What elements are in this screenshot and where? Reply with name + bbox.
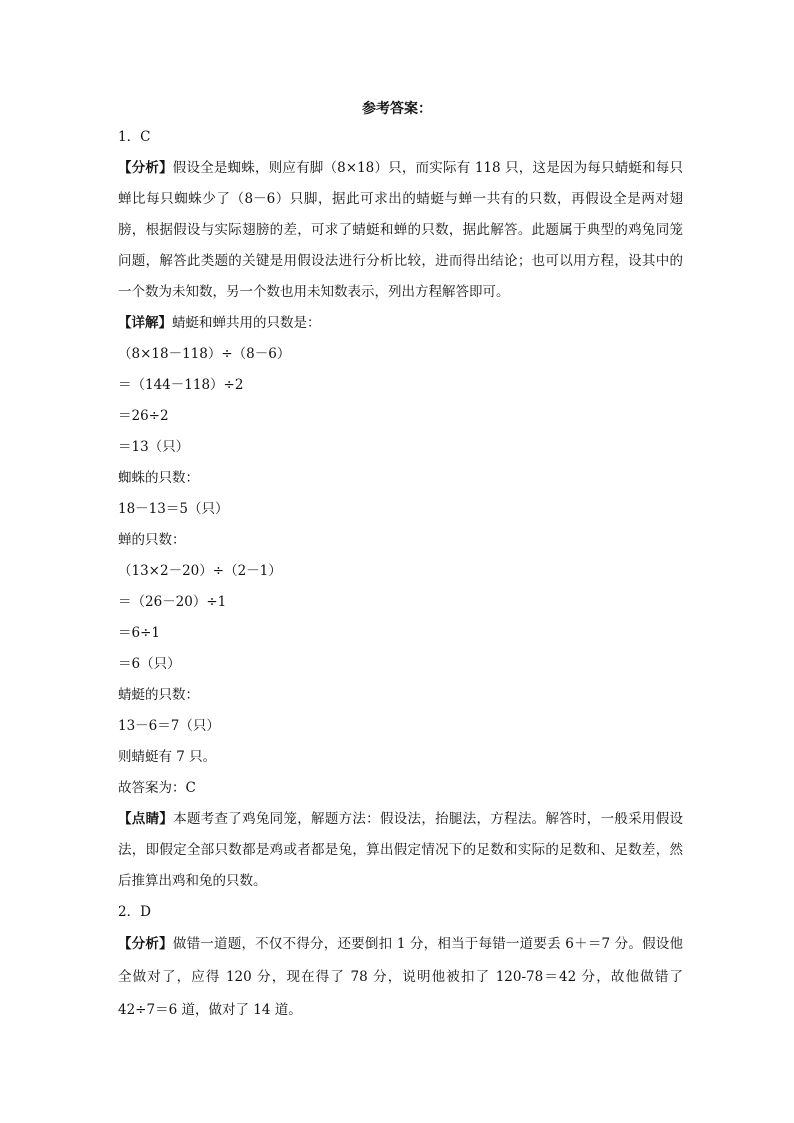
q1-step: ＝26÷2 <box>118 408 169 424</box>
q1-step: （13×2－20）÷（2－1） <box>118 563 282 579</box>
q1-number: 1．C <box>118 129 151 145</box>
q1-answer: 故答案为：C <box>118 780 196 796</box>
q1-step: 则蜻蜓有 7 只。 <box>118 749 217 765</box>
page-title: 参考答案： <box>362 101 432 117</box>
q1-analysis-text: 假设全是蜘蛛，则应有脚（8×18）只，而实际有 118 只，这是因为每只蜻蜓和每只蝉比每只蜘蛛少了（8－6）只脚，据此可求出的蜻蜓与蝉一共有的只数，再假设全是两对翅膀，根据假设与实际翅膀的差，可求了蜻蜓和蝉的只数，据此解答。此题属于典型的鸡兔同笼问题，解答此类题的关键是用假设法进行分析比较，进而得出结论；也可以用方程，设其中的一个数为未知数，另一个数也用未知数表示，列出方程解答即可。 <box>118 160 683 300</box>
q1-detail <box>118 308 683 339</box>
q1-analysis <box>118 153 683 308</box>
q1-comment-tag: 【点睛】 <box>118 811 174 827</box>
q1-step: ＝（144－118）÷2 <box>118 377 244 393</box>
q2-analysis <box>118 928 683 1027</box>
q1-step: （8×18－118）÷（8－6） <box>118 346 291 362</box>
q1-detail-tag: 【详解】 <box>118 315 172 331</box>
q1-analysis-tag: 【分析】 <box>118 160 173 176</box>
q1-comment <box>118 804 683 897</box>
q1-step: ＝13（只） <box>118 439 190 455</box>
q1-step: 18－13＝5（只） <box>118 501 229 517</box>
q2-number: 2．D <box>118 904 151 920</box>
q1-step: 蜘蛛的只数： <box>118 470 199 486</box>
q1-detail-text: 蜻蜓和蝉共用的只数是： <box>172 315 321 331</box>
q1-step: 蜻蜓的只数： <box>118 687 199 703</box>
q2-analysis-tag: 【分析】 <box>118 936 173 952</box>
q1-comment-text: 本题考查了鸡兔同笼，解题方法：假设法，抬腿法，方程法。解答时，一般采用假设法，即假定全部只数都是鸡或者都是兔，算出假定情况下的足数和实际的足数和、足数差，然后推算出鸡和兔的只数。 <box>118 811 684 889</box>
answer-content <box>118 122 683 1027</box>
q2-analysis-text: 做错一道题，不仅不得分，还要倒扣 1 分，相当于每错一道要丢 6＋＝7 分。假设他全做对了，应得 120 分，现在得了 78 分，说明他被扣了 120-78＝42 分，故他做错了 42÷7＝6 道，做对了 14 道。 <box>118 936 684 1018</box>
q1-step: ＝6（只） <box>118 656 181 672</box>
q1-step: ＝6÷1 <box>118 625 160 641</box>
q1-step: 蝉的只数： <box>118 532 186 548</box>
q1-step: 13－6＝7（只） <box>118 718 220 734</box>
q1-step: ＝（26－20）÷1 <box>118 594 227 610</box>
